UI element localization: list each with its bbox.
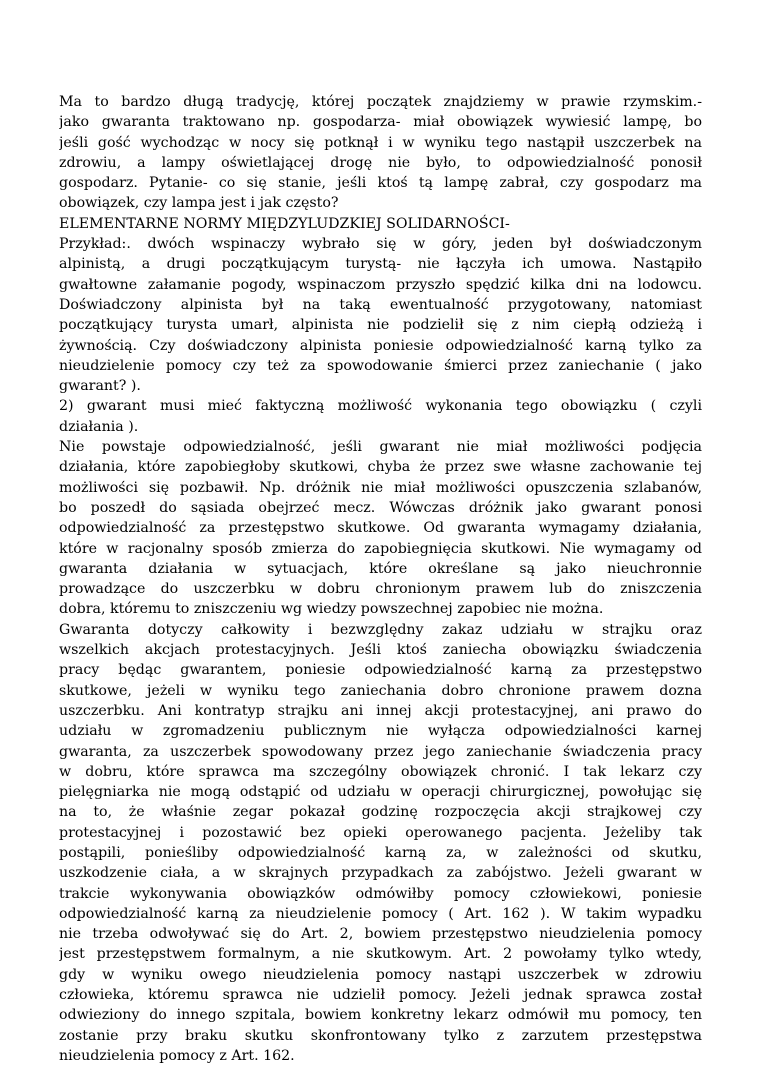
text-line: udziału w zgromadzeniu publicznym nie wyłącza odpowiedzialności karnej (59, 723, 702, 740)
text-line: Doświadczony alpinista był na taką ewentualność przygotowany, natomiast (59, 296, 702, 313)
text-line: na to, że właśnie zegar pokazał godzinę rozpoczęcia akcji strajkowej czy (59, 804, 702, 821)
text-line: gwarant? ). (59, 378, 141, 395)
text-line: postąpili, ponieśliby odpowiedzialność karną za, w zależności od skutku, (59, 844, 702, 861)
text-line: Gwaranta dotyczy całkowity i bezwzględny zakaz udziału w strajku oraz (59, 621, 702, 638)
text-line: Przykład:. dwóch wspinaczy wybrało się w góry, jeden był doświadczonym (59, 236, 702, 253)
text-line: ELEMENTARNE NORMY MIĘDZYLUDZKIEJ SOLIDARNOŚCI- (59, 215, 510, 232)
document-page (59, 92, 702, 1066)
text-line: możliwości się pozbawił. Np. dróżnik nie miał możliwości opuszczenia szlabanów, (59, 479, 702, 496)
text-line: obowiązek, czy lampa jest i jak często? (59, 195, 339, 212)
text-line: 2) gwarant musi mieć faktyczną możliwość wykonania tego obowiązku ( czyli (59, 398, 702, 415)
text-line: nieudzielenie pomocy czy też za spowodowanie śmierci przez zaniechanie ( jako (59, 357, 702, 374)
text-line: odpowiedzialność za przestępstwo skutkowe. Od gwaranta wymagamy działania, (59, 520, 702, 537)
text-line: alpinistą, a drugi początkującym turystą- nie łączyła ich umowa. Nastąpiło (59, 256, 702, 273)
text-line: odpowiedzialność karną za nieudzielenie pomocy ( Art. 162 ). W takim wypadku (59, 905, 702, 922)
text-line: zdrowiu, a lampy oświetlającej drogę nie było, to odpowiedzialność ponosił (59, 154, 702, 171)
text-line: zostanie przy braku skutku skonfrontowany tylko z zarzutem przestępstwa (59, 1027, 702, 1044)
text-line: Ma to bardzo długą tradycję, której początek znajdziemy w prawie rzymskim.- (59, 94, 702, 110)
text-line: początkujący turysta umarł, alpinista nie podzielił się z nim ciepłą odzieżą i (59, 317, 702, 334)
text-line: skutkowe, jeżeli w wyniku tego zaniechania dobro chronione prawem dozna (59, 682, 702, 699)
text-line: człowieka, któremu sprawca nie udzielił pomocy. Jeżeli jednak sprawca został (59, 987, 702, 1004)
text-line: gwaranta, za uszczerbek spowodowany przez jego zaniechanie świadczenia pracy (59, 743, 702, 760)
text-line: jeśli gość wychodząc w nocy się potknął i w wyniku tego nastąpił uszczerbek na (59, 134, 702, 151)
text-line: nie trzeba odwoływać się do Art. 2, bowiem przestępstwo nieudzielenia pomocy (59, 926, 702, 943)
text-line: gospodarz. Pytanie- co się stanie, jeśli ktoś tą lampę zabrał, czy gospodarz ma (59, 175, 702, 192)
text-line: gwaranta działania w sytuacjach, które określane są jako nieuchronnie (59, 560, 702, 577)
text-line: odwieziony do innego szpitala, bowiem konkretny lekarz odmówił mu pomocy, ten (59, 1007, 702, 1024)
text-line: w dobru, które sprawca ma szczególny obowiązek chronić. I tak lekarz czy (59, 763, 702, 780)
text-line: które w racjonalny sposób zmierza do zapobiegnięcia skutkowi. Nie wymagamy od (59, 540, 702, 557)
text-line: trakcie wykonywania obowiązków odmówiłby pomocy człowiekowi, poniesie (59, 885, 702, 902)
text-line: pracy będąc gwarantem, poniesie odpowiedzialność karną za przestępstwo (59, 662, 702, 679)
text-line: jest przestępstwem formalnym, a nie skutkowym. Art. 2 powołamy tylko wtedy, (59, 946, 702, 963)
text-line: protestacyjnej i pozostawić bez opieki operowanego pacjenta. Jeżeliby tak (59, 824, 702, 841)
text-line: dobra, któremu to zniszczeniu wg wiedzy powszechnej zapobiec nie można. (59, 601, 604, 618)
text-line: prowadzące do uszczerbku w dobru chronionym prawem lub do zniszczenia (59, 581, 702, 598)
text-line: żywnością. Czy doświadczony alpinista poniesie odpowiedzialność karną tylko za (59, 337, 702, 354)
text-line: pielęgniarka nie mogą odstąpić od udziału w operacji chirurgicznej, powołując się (59, 784, 702, 801)
text-line: Nie powstaje odpowiedzialność, jeśli gwarant nie miał możliwości podjęcia (59, 439, 702, 456)
text-line: wszelkich akcjach protestacyjnych. Jeśli ktoś zaniecha obowiązku świadczenia (59, 642, 702, 659)
text-line: działania, które zapobiegłoby skutkowi, chyba że przez swe własne zachowanie tej (59, 459, 702, 476)
text-line: nieudzielenia pomocy z Art. 162. (59, 1047, 295, 1064)
text-line: uszkodzenie ciała, a w skrajnych przypadkach za zabójstwo. Jeżeli gwarant w (59, 865, 702, 882)
text-line: uszczerbku. Ani kontratyp strajku ani innej akcji protestacyjnej, ani prawo do (59, 702, 702, 719)
text-line: gwałtowne załamanie pogody, wspinaczom przyszło spędzić kilka dni na lodowcu. (59, 276, 702, 293)
text-line: bo poszedł do sąsiada obejrzeć mecz. Wówczas dróżnik jako gwarant ponosi (59, 499, 702, 516)
text-line: jako gwaranta traktowano np. gospodarza- miał obowiązek wywiesić lampę, bo (59, 114, 702, 131)
text-line: gdy w wyniku owego nieudzielenia pomocy nastąpi uszczerbek w zdrowiu (59, 966, 702, 983)
text-line: działania ). (59, 418, 139, 435)
